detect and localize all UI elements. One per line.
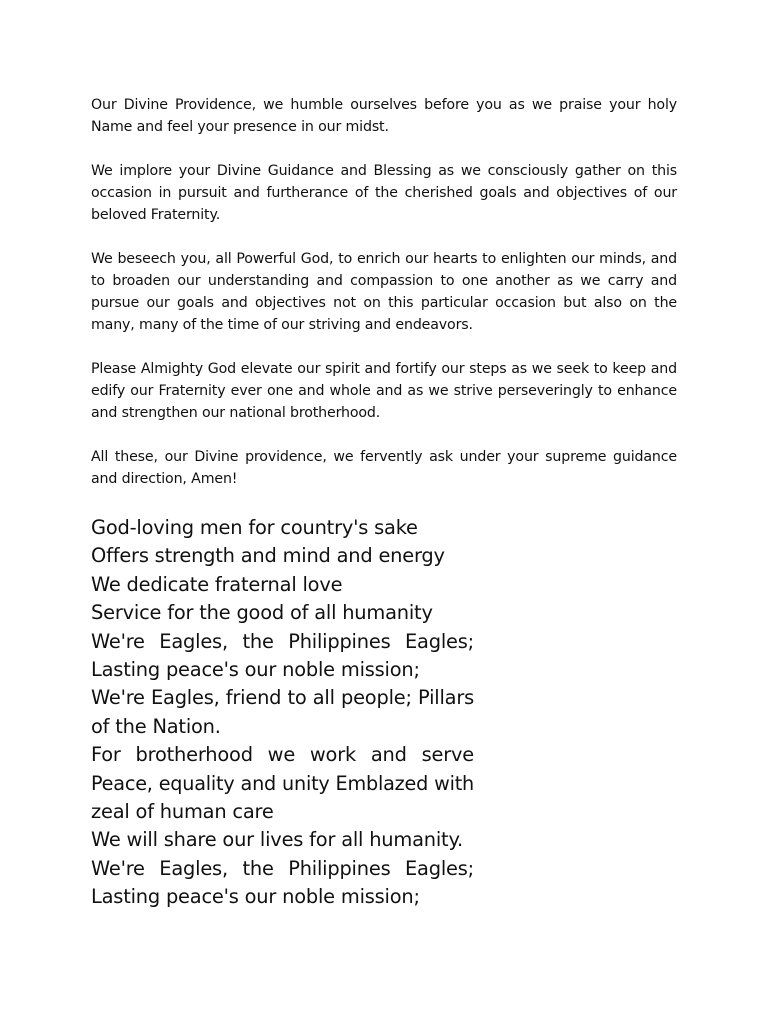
hymn-line-12: We will share our lives for all humanity. [91,828,463,852]
prayer-paragraph-1: Our Divine Providence, we humble ourselves before you as we praise your holy Name and feel your presence in our midst. [91,97,677,135]
prayer-text [91,94,677,512]
prayer-paragraph-3: We beseech you, all Powerful God, to enrich our hearts to enlighten our minds, and to broaden our understanding and compassion to one another as we carry and pursue our goals and objectives not on this particular occasion but also on the many, many of the time of our striving and endeavors. [91,251,677,333]
hymn-line-1: God-loving men for country's sake [91,516,418,539]
hymn-line-4: Service for the good of all humanity [91,601,433,625]
hymn-line-5: We're Eagles, the Philippines Eagles; [91,629,474,653]
prayer-paragraph-2: We implore your Divine Guidance and Blessing as we consciously gather on this occasion in pursuit and furtherance of the cherished goals and objectives of our beloved Fraternity. [91,163,677,223]
hymn-line-8: of the Nation. [91,714,221,738]
prayer-paragraph-4: Please Almighty God elevate our spirit and fortify our steps as we seek to keep and edify our Fraternity ever one and whole and as we strive perseveringly to enhance and strengthen our national brotherhood. [91,361,677,421]
hymn-line-14: Lasting peace's our noble mission; [91,885,420,909]
hymn-line-9: For brotherhood we work and serve [91,743,474,767]
hymn-line-2: Offers strength and mind and energy [91,544,445,568]
hymn-line-3: We dedicate fraternal love [91,572,343,596]
hymn-lyrics [91,514,474,912]
hymn-line-6: Lasting peace's our noble mission; [91,658,420,682]
hymn-line-11: zeal of human care [91,800,274,824]
prayer-paragraph-5: All these, our Divine providence, we fervently ask under your supreme guidance and direction, Amen! [91,449,677,487]
hymn-line-13: We're Eagles, the Philippines Eagles; [91,856,474,880]
hymn-line-7: We're Eagles, friend to all people; Pillars [91,686,474,710]
hymn-line-10: Peace, equality and unity Emblazed with [91,771,474,795]
